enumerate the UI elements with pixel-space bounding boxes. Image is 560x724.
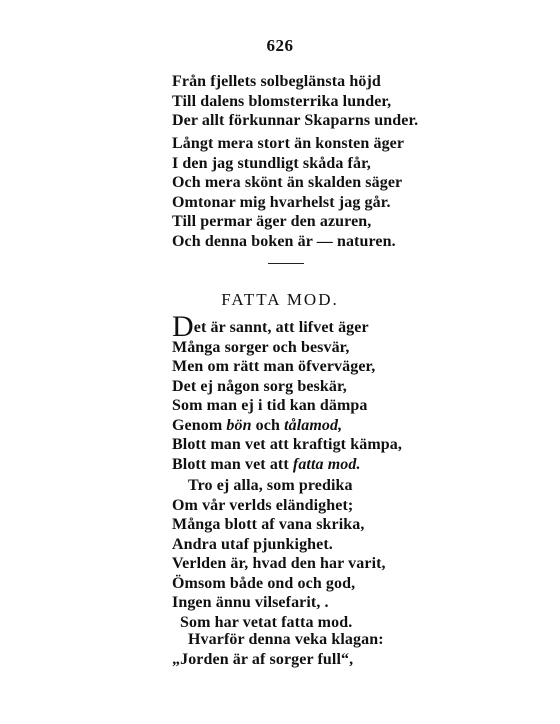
verse-text: och	[251, 416, 285, 434]
verse-line: „Jorden är af sorger full“,	[172, 650, 354, 668]
verse-line: Det ej någon sorg beskär,	[172, 377, 347, 395]
verse-line: Som har vetat fatta mod.	[180, 613, 353, 631]
verse-line: Som man ej i tid kan dämpa	[172, 397, 368, 414]
drop-cap: D	[172, 310, 194, 343]
verse-text: et är sannt, att lifvet äger	[193, 319, 369, 336]
verse-text-italic: tålamod,	[284, 416, 343, 434]
verse-line: Till permar äger den azuren,	[172, 213, 372, 230]
verse-line	[172, 455, 402, 475]
poem-title: FATTA MOD.	[221, 290, 339, 309]
verse-line: Tro ej alla, som predika	[188, 477, 353, 494]
verse-text: Genom	[172, 416, 227, 434]
verse-text-italic: bön	[226, 416, 252, 434]
verse-line: Många blott af vana skrika,	[172, 516, 365, 533]
stanza-3	[172, 310, 402, 474]
section-divider	[268, 263, 304, 264]
stanza-4	[172, 476, 386, 632]
verse-line	[172, 416, 402, 436]
verse-line: Der allt förkunnar Skaparns under.	[172, 112, 419, 129]
stanza-1	[172, 72, 418, 131]
verse-text-italic: fatta mod.	[292, 455, 361, 473]
verse-line: Ömsom både ond och god,	[172, 574, 356, 592]
verse-line: Till dalens blomsterrika lunder,	[172, 92, 392, 110]
verse-line: Andra utaf pjunkighet.	[172, 535, 333, 553]
stanza-5	[172, 630, 384, 669]
verse-line: Om vår verlds eländighet;	[172, 496, 354, 514]
verse-line: Ingen ännu vilsefarit, .	[172, 594, 329, 611]
verse-line: Och denna boken är — naturen.	[172, 232, 396, 250]
verse-line: I den jag stundligt skåda får,	[172, 154, 371, 172]
verse-line: Blott man vet att kraftigt kämpa,	[172, 436, 402, 453]
verse-line: Och mera skönt än skalden säger	[172, 174, 403, 191]
verse-line-first	[172, 310, 402, 343]
page-number: 626	[266, 36, 294, 55]
verse-line: Men om rätt man öfverväger,	[172, 358, 376, 375]
verse-text: Blott man vet att	[172, 455, 293, 473]
verse-line: Från fjellets solbeglänsta höjd	[172, 73, 381, 90]
verse-line: Omtonar mig hvarhelst jag går.	[172, 193, 391, 211]
verse-line: Hvarför denna veka klagan:	[188, 631, 384, 648]
verse-line: Många sorger och besvär,	[172, 338, 350, 356]
verse-line: Långt mera stort än konsten äger	[172, 135, 405, 152]
stanza-2	[172, 134, 404, 251]
verse-line: Verlden är, hvad den har varit,	[172, 555, 386, 572]
